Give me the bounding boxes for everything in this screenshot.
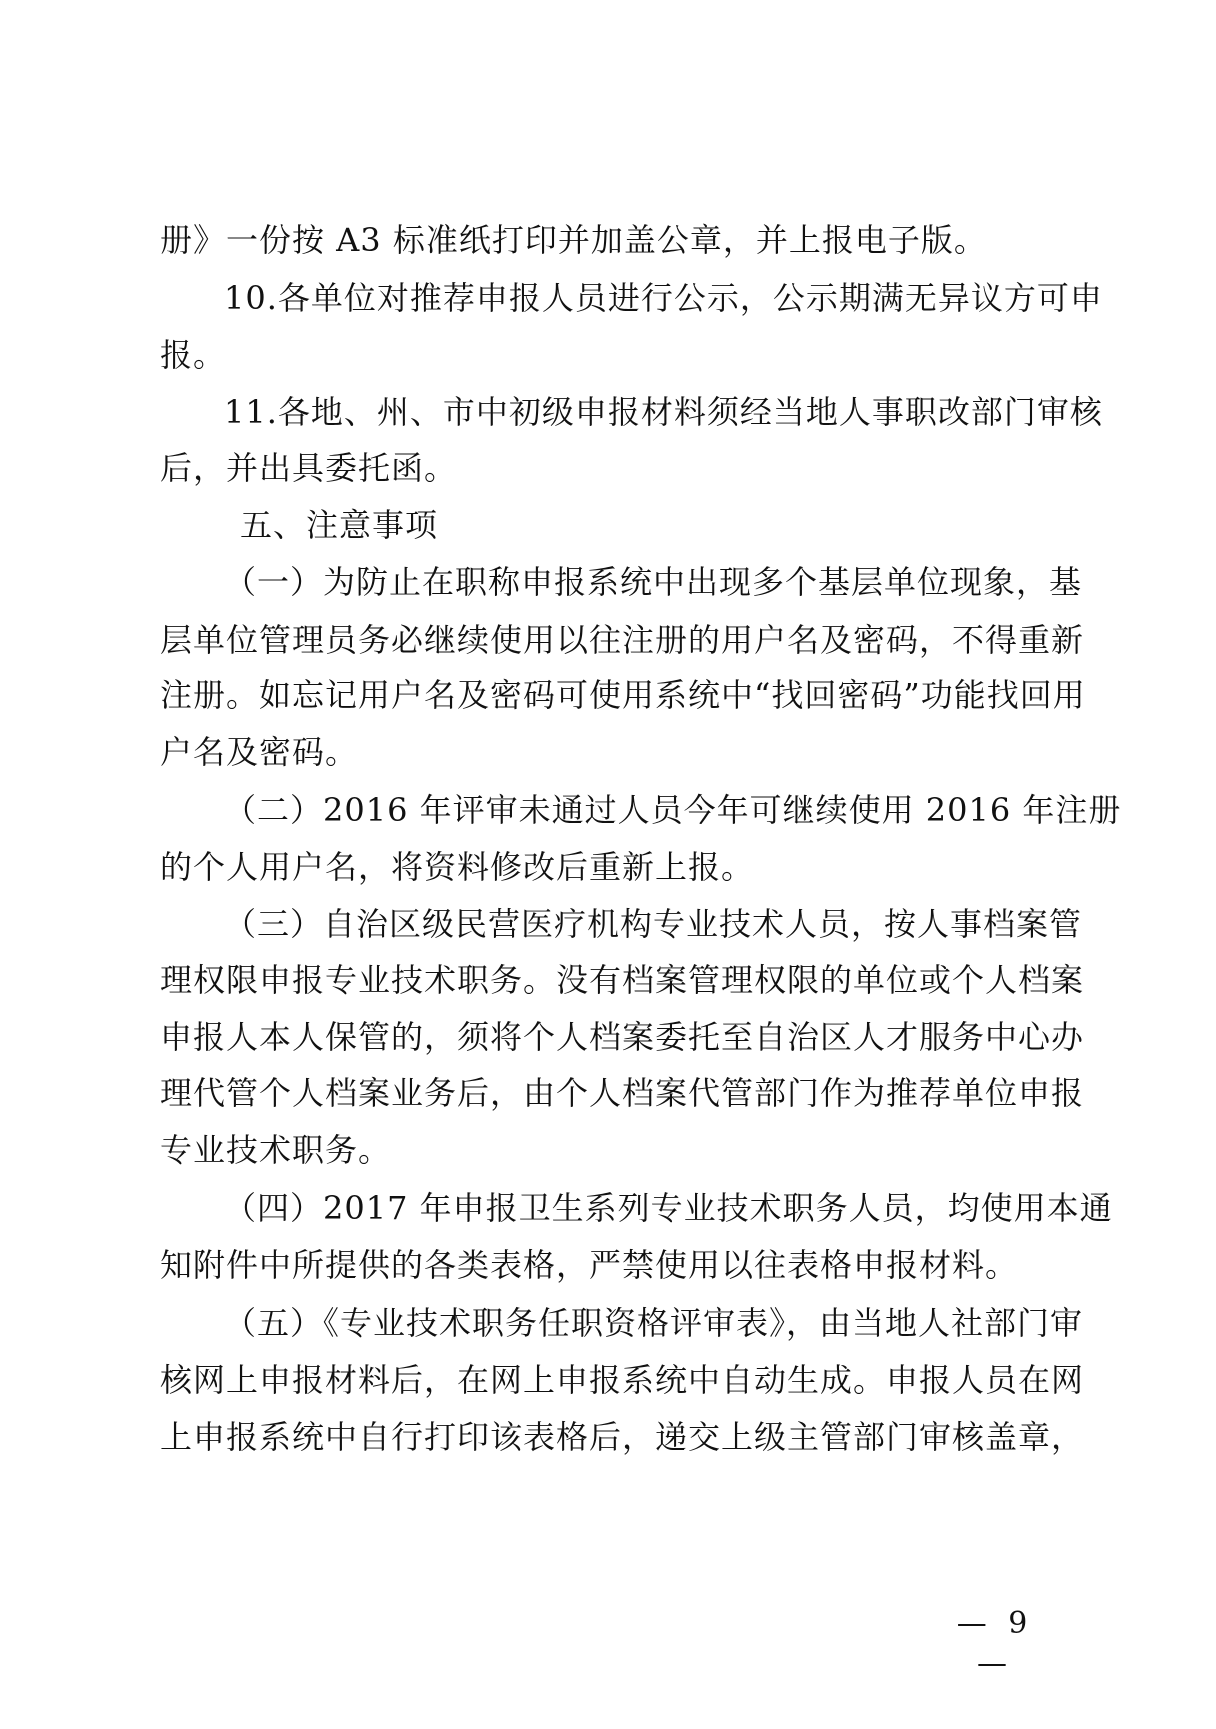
page-number: — 9 — bbox=[956, 1606, 1034, 1681]
text-line: 后，并出具委托函。 bbox=[160, 449, 458, 487]
text-line: 理代管个人档案业务后，由个人档案代管部门作为推荐单位申报 bbox=[160, 1074, 1085, 1112]
text-line: （五）《专业技术职务任职资格评审表》，由当地人社部门审 bbox=[224, 1304, 1084, 1342]
text-line: 10.各单位对推荐申报人员进行公示，公示期满无异议方可申 bbox=[224, 279, 1103, 317]
text-line: 核网上申报材料后，在网上申报系统中自动生成。申报人员在网 bbox=[160, 1361, 1085, 1399]
text-line: 理权限申报专业技术职务。没有档案管理权限的单位或个人档案 bbox=[160, 961, 1085, 999]
text-line: 册》一份按 A3 标准纸打印并加盖公章，并上报电子版。 bbox=[160, 221, 987, 259]
text-line: （四）2017 年申报卫生系列专业技术职务人员，均使用本通 bbox=[224, 1189, 1113, 1227]
text-line: （三）自治区级民营医疗机构专业技术人员，按人事档案管 bbox=[224, 905, 1083, 943]
text-line: 11.各地、州、市中初级申报材料须经当地人事职改部门审核 bbox=[224, 393, 1103, 431]
text-line: 申报人本人保管的，须将个人档案委托至自治区人才服务中心办 bbox=[160, 1018, 1085, 1056]
text-line: （二）2016 年评审未通过人员今年可继续使用 2016 年注册 bbox=[224, 791, 1122, 829]
text-line: 上申报系统中自行打印该表格后，递交上级主管部门审核盖章， bbox=[160, 1418, 1085, 1456]
text-line: 专业技术职务。 bbox=[160, 1131, 392, 1169]
text-line: 的个人用户名，将资料修改后重新上报。 bbox=[160, 848, 755, 886]
text-line: 报。 bbox=[160, 336, 227, 374]
text-line: 户名及密码。 bbox=[160, 733, 359, 771]
text-line: 层单位管理员务必继续使用以往注册的用户名及密码，不得重新 bbox=[160, 621, 1085, 659]
text-line: （一）为防止在职称申报系统中出现多个基层单位现象，基 bbox=[224, 563, 1083, 601]
text-line: 知附件中所提供的各类表格，严禁使用以往表格申报材料。 bbox=[160, 1246, 1019, 1284]
text-line: 注册。如忘记用户名及密码可使用系统中“找回密码”功能找回用 bbox=[160, 676, 1086, 714]
section-heading: 五、注意事项 bbox=[240, 506, 439, 544]
